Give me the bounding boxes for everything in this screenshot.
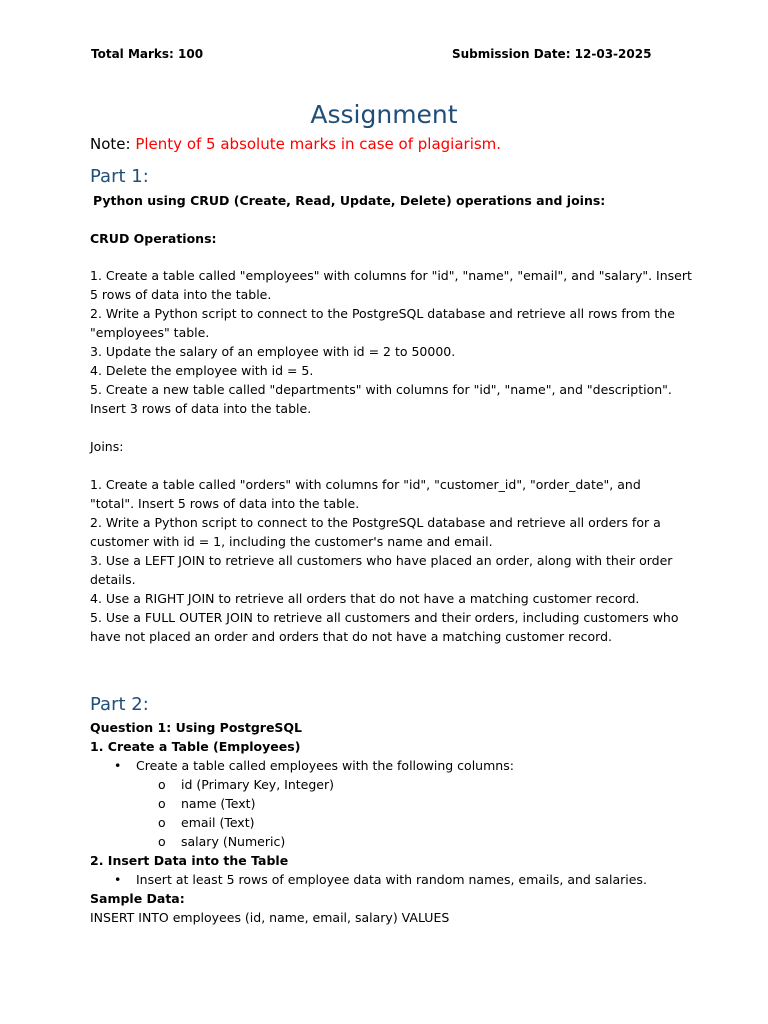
step2-heading: 2. Insert Data into the Table [90, 853, 289, 868]
column-item: salary (Numeric) [181, 834, 286, 849]
crud-line: 3. Update the salary of an employee with id = 2 to 50000. [90, 344, 456, 359]
joins-line: have not placed an order and orders that do not have a matching customer record. [90, 629, 613, 644]
joins-heading: Joins: [90, 439, 124, 454]
joins-line: customer with id = 1, including the customer's name and email. [90, 534, 493, 549]
joins-line: 4. Use a RIGHT JOIN to retrieve all orders that do not have a matching customer record. [90, 591, 640, 606]
crud-line: "employees" table. [90, 325, 210, 340]
step1-heading: 1. Create a Table (Employees) [90, 739, 301, 754]
part1-heading: Part 1: [90, 166, 149, 187]
note-label: Note: [90, 135, 131, 153]
column-item: email (Text) [181, 815, 255, 830]
joins-line: 5. Use a FULL OUTER JOIN to retrieve all customers and their orders, including customers who [90, 610, 679, 625]
crud-heading: CRUD Operations: [90, 231, 217, 246]
step2-bullet: Insert at least 5 rows of employee data with random names, emails, and salaries. [136, 872, 647, 887]
column-item: id (Primary Key, Integer) [181, 777, 334, 792]
joins-line: 3. Use a LEFT JOIN to retrieve all customers who have placed an order, along with their order [90, 553, 673, 568]
circle-bullet-icon: o [158, 796, 166, 811]
circle-bullet-icon: o [158, 777, 166, 792]
crud-line: 5 rows of data into the table. [90, 287, 272, 302]
crud-line: 2. Write a Python script to connect to the PostgreSQL database and retrieve all rows from the [90, 306, 675, 321]
crud-line: 5. Create a new table called "departments" with columns for "id", "name", and "description". [90, 382, 672, 397]
submission-date: Submission Date: 12-03-2025 [452, 47, 652, 61]
bullet-icon: • [114, 758, 122, 773]
sample-data-label: Sample Data: [90, 891, 185, 906]
joins-line: "total". Insert 5 rows of data into the table. [90, 496, 360, 511]
note-text: Plenty of 5 absolute marks in case of plagiarism. [135, 135, 502, 153]
joins-line: 1. Create a table called "orders" with columns for "id", "customer_id", "order_date", and [90, 477, 641, 492]
crud-line: 4. Delete the employee with id = 5. [90, 363, 314, 378]
note [90, 135, 501, 153]
joins-line: details. [90, 572, 136, 587]
crud-line: 1. Create a table called "employees" with columns for "id", "name", "email", and "salary". Insert [90, 268, 692, 283]
joins-line: 2. Write a Python script to connect to the PostgreSQL database and retrieve all orders for a [90, 515, 661, 530]
part2-heading: Part 2: [90, 694, 149, 715]
column-item: name (Text) [181, 796, 256, 811]
sample-sql: INSERT INTO employees (id, name, email, salary) VALUES [90, 910, 450, 925]
total-marks: Total Marks: 100 [91, 47, 204, 61]
crud-line: Insert 3 rows of data into the table. [90, 401, 312, 416]
circle-bullet-icon: o [158, 834, 166, 849]
page-title: Assignment [310, 100, 458, 129]
bullet-icon: • [114, 872, 122, 887]
circle-bullet-icon: o [158, 815, 166, 830]
part1-subtitle: Python using CRUD (Create, Read, Update, Delete) operations and joins: [93, 193, 606, 208]
step1-bullet: Create a table called employees with the following columns: [136, 758, 514, 773]
question1-heading: Question 1: Using PostgreSQL [90, 720, 303, 735]
